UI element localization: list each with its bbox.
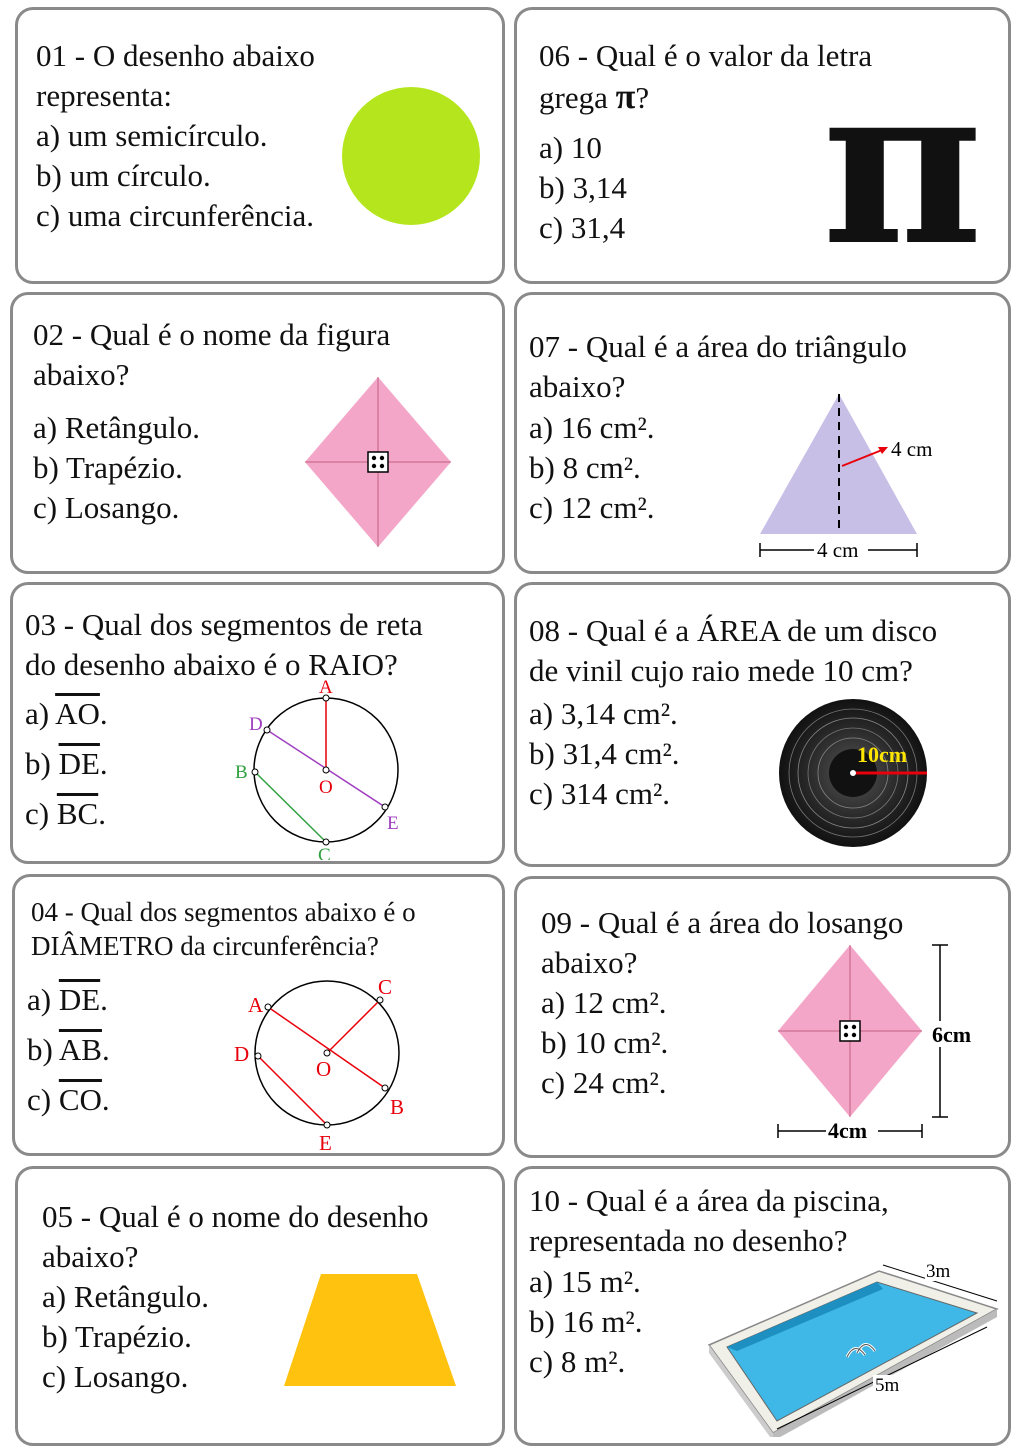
pi-large-symbol: π bbox=[822, 35, 984, 284]
option-c-02[interactable]: c) Losango. bbox=[33, 490, 180, 525]
option-a-01[interactable]: a) um semicírculo. bbox=[36, 118, 268, 153]
question-text-09: 09 - Qual é a área do losango abaixo? bbox=[541, 905, 904, 980]
option-c-05[interactable]: c) Losango. bbox=[42, 1359, 189, 1394]
rhombus-figure bbox=[303, 375, 453, 550]
pool-length-label: 5m bbox=[875, 1375, 900, 1396]
card-question-08 bbox=[514, 582, 1011, 867]
label-C-04: C bbox=[378, 975, 393, 999]
card-question-01 bbox=[15, 7, 505, 284]
option-b-05[interactable]: b) Trapézio. bbox=[42, 1319, 192, 1354]
label-O: O bbox=[319, 777, 333, 798]
option-b-06[interactable]: b) 3,14 bbox=[539, 170, 627, 205]
label-B-04: B bbox=[390, 1095, 405, 1119]
green-circle bbox=[342, 87, 480, 225]
card-question-06 bbox=[514, 7, 1011, 284]
option-c-07[interactable]: c) 12 cm². bbox=[529, 490, 655, 525]
label-O-04: O bbox=[316, 1057, 332, 1081]
question-text-01: 01 - O desenho abaixo representa: bbox=[36, 38, 315, 113]
option-a-10[interactable]: a) 15 m². bbox=[529, 1264, 641, 1299]
option-a-04[interactable]: a) $\overline{DE}$. bbox=[27, 982, 108, 1017]
card-question-02 bbox=[10, 292, 505, 574]
option-a-06[interactable]: a) 10 bbox=[539, 130, 602, 165]
option-c-04[interactable]: c) $\overline{CO}$. bbox=[27, 1082, 110, 1117]
question-text-06: 06 - Qual é o valor da letra grega π? bbox=[539, 38, 873, 116]
card-question-04 bbox=[12, 874, 505, 1156]
question-text-07: 07 - Qual é a área do triângulo abaixo? bbox=[529, 329, 907, 404]
option-c-03[interactable]: c) $\overline{BC}$. bbox=[25, 796, 106, 831]
green-circle-figure bbox=[340, 85, 482, 227]
rhombus-width-label: 4cm bbox=[828, 1118, 868, 1143]
triangle-base-label: 4 cm bbox=[817, 538, 859, 562]
question-text-04: 04 - Qual dos segmentos abaixo é o DIÂMETRO da circunferência? bbox=[31, 897, 416, 961]
trapezoid-shape bbox=[284, 1274, 456, 1386]
option-b-09[interactable]: b) 10 cm². bbox=[541, 1025, 669, 1060]
option-b-02[interactable]: b) Trapézio. bbox=[33, 450, 183, 485]
option-c-08[interactable]: c) 314 cm². bbox=[529, 776, 670, 811]
option-b-07[interactable]: b) 8 cm². bbox=[529, 450, 641, 485]
option-c-10[interactable]: c) 8 m². bbox=[529, 1344, 626, 1379]
pi-inline-symbol: π bbox=[615, 76, 636, 116]
question-text-10: 10 - Qual é a área da piscina, representada no desenho? bbox=[529, 1183, 889, 1258]
rhombus-height-label: 6cm bbox=[932, 1022, 972, 1047]
label-C: C bbox=[318, 845, 331, 860]
option-a-09[interactable]: a) 12 cm². bbox=[541, 985, 667, 1020]
label-E-04: E bbox=[319, 1131, 332, 1155]
question-text-03: 03 - Qual dos segmentos de reta do desenho abaixo é o RAIO? bbox=[25, 607, 423, 682]
option-b-08[interactable]: b) 31,4 cm². bbox=[529, 736, 680, 771]
diameter-circle-figure bbox=[230, 972, 430, 1156]
question-text-05: 05 - Qual é o nome do desenho abaixo? bbox=[42, 1199, 429, 1274]
rhombus-dimensions-figure bbox=[772, 939, 992, 1149]
label-E: E bbox=[387, 813, 399, 834]
option-b-01[interactable]: b) um círculo. bbox=[36, 158, 211, 193]
label-A-04: A bbox=[248, 993, 264, 1017]
question-text-08: 08 - Qual é a ÁREA de um disco de vinil cujo raio mede 10 cm? bbox=[529, 613, 938, 688]
label-D-04: D bbox=[234, 1042, 250, 1066]
radius-circle-figure bbox=[233, 675, 433, 860]
label-D: D bbox=[249, 714, 263, 735]
triangle-height-label: 4 cm bbox=[891, 437, 933, 461]
trapezoid-figure bbox=[281, 1272, 459, 1389]
label-A: A bbox=[319, 677, 333, 698]
option-b-04[interactable]: b) $\overline{AB}$. bbox=[27, 1032, 110, 1067]
card-question-05 bbox=[15, 1166, 505, 1446]
option-c-06[interactable]: c) 31,4 bbox=[539, 210, 626, 245]
option-c-01[interactable]: c) uma circunferência. bbox=[36, 198, 314, 233]
option-b-10[interactable]: b) 16 m². bbox=[529, 1304, 643, 1339]
card-question-10 bbox=[514, 1166, 1011, 1446]
swimming-pool-figure bbox=[707, 1257, 1007, 1437]
option-a-07[interactable]: a) 16 cm². bbox=[529, 410, 655, 445]
card-question-07 bbox=[514, 292, 1011, 574]
option-c-09[interactable]: c) 24 cm². bbox=[541, 1065, 667, 1100]
card-question-03 bbox=[10, 582, 505, 864]
option-a-05[interactable]: a) Retângulo. bbox=[42, 1279, 210, 1314]
vinyl-radius-label: 10cm bbox=[857, 742, 908, 767]
vinyl-disc-figure bbox=[775, 698, 935, 848]
option-a-03[interactable]: a) $\overline{AO}$. bbox=[25, 696, 108, 731]
triangle-figure bbox=[752, 390, 952, 565]
option-a-02[interactable]: a) Retângulo. bbox=[33, 410, 201, 445]
card-question-09 bbox=[514, 876, 1011, 1158]
label-B: B bbox=[235, 762, 248, 783]
option-a-08[interactable]: a) 3,14 cm². bbox=[529, 696, 678, 731]
option-b-03[interactable]: b) $\overline{DE}$. bbox=[25, 746, 108, 781]
pool-width-label: 3m bbox=[926, 1261, 951, 1282]
question-text-02: 02 - Qual é o nome da figura abaixo? bbox=[33, 317, 391, 392]
